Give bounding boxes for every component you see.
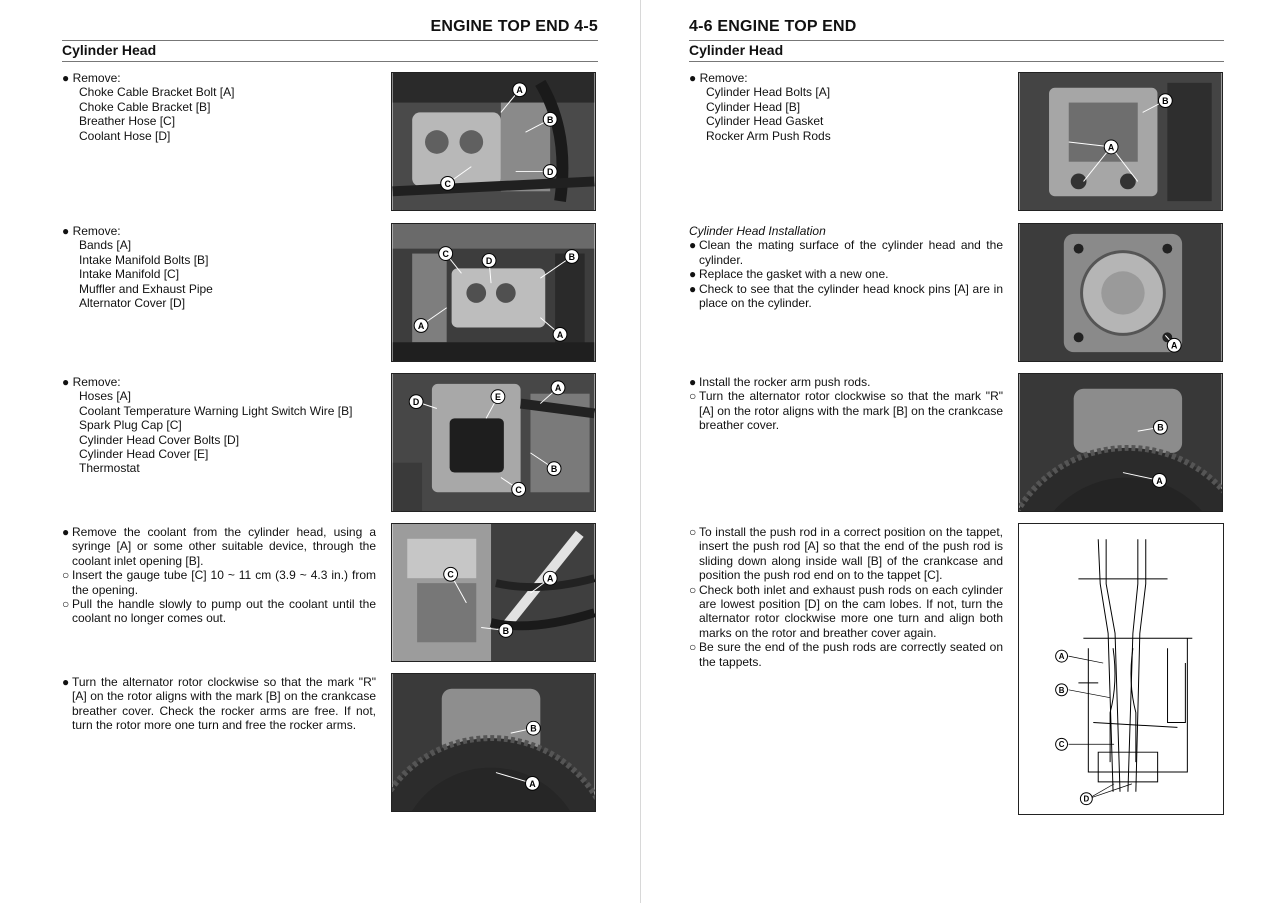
- list-item: Choke Cable Bracket [B]: [79, 99, 211, 114]
- svg-text:B: B: [502, 625, 510, 636]
- section-title: Cylinder Head: [689, 42, 784, 58]
- svg-text:B: B: [1162, 96, 1169, 107]
- svg-text:B: B: [568, 251, 576, 262]
- list-item: Intake Manifold Bolts [B]: [79, 252, 209, 267]
- list-item: Choke Cable Bracket Bolt [A]: [79, 85, 235, 100]
- list-item: Cylinder Head Bolts [A]: [706, 85, 831, 100]
- page-header: 4-6 ENGINE TOP END: [689, 18, 857, 35]
- subsection-title: Cylinder Head Installation: [689, 224, 826, 238]
- svg-text:B: B: [1058, 685, 1065, 695]
- instruction-paragraph: ○ Be sure the end of the push rods are correctly seated on the tappets.: [689, 640, 1003, 669]
- step-push-rod-position: [689, 525, 1003, 669]
- step-remove-intake-manifold: ● Remove: Bands [A] Intake Manifold Bolts [B] Intake Manifold [C] Muffler and Exhaust Pipe Alternator Cover [D]: [62, 224, 376, 310]
- step-head-installation: [689, 224, 1003, 310]
- list-item: Intake Manifold [C]: [79, 267, 180, 282]
- list-item: Cylinder Head Cover [E]: [79, 447, 209, 462]
- list-item: Coolant Temperature Warning Light Switch Wire [B]: [79, 403, 353, 418]
- list-item: Cylinder Head [B]: [706, 99, 801, 114]
- instruction-paragraph: ○ To install the push rod in a correct position on the tappet, insert the push rod [A] so that the end of the push rod is sliding down along inside wall [B] of the crankcase and position the push rod end on to the tappet [C].: [689, 525, 1003, 583]
- section-title: Cylinder Head: [62, 42, 157, 58]
- page-header: ENGINE TOP END 4-5: [430, 18, 598, 35]
- instruction-paragraph: ● Check to see that the cylinder head knock pins [A] are in place on the cylinder.: [689, 281, 1003, 311]
- step-remove-cylinder-head: ● Remove: Cylinder Head Bolts [A] Cylinder Head [B] Cylinder Head Gasket Rocker Arm Push Rods: [689, 71, 1003, 143]
- instruction-paragraph: ● Clean the mating surface of the cylinder head and the cylinder.: [689, 238, 1003, 267]
- svg-text:C: C: [447, 569, 454, 580]
- bullet-icon: ●: [62, 224, 73, 238]
- svg-text:B: B: [550, 464, 558, 475]
- list-item: Coolant Hose [D]: [79, 128, 171, 143]
- list-item: Spark Plug Cap [C]: [79, 418, 182, 433]
- right-page: [641, 0, 1280, 903]
- list-item: Breather Hose [C]: [79, 114, 176, 129]
- section-rule: [62, 61, 598, 62]
- svg-text:D: D: [1083, 794, 1090, 804]
- svg-text:A: A: [1058, 652, 1065, 662]
- list-item: Cylinder Head Cover Bolts [D]: [79, 432, 240, 447]
- list-item: Hoses [A]: [79, 389, 132, 404]
- svg-text:D: D: [412, 397, 420, 408]
- bullet-icon: ●: [62, 71, 73, 85]
- list-item: Cylinder Head Gasket: [706, 114, 824, 129]
- svg-text:C: C: [515, 484, 522, 495]
- svg-text:A: A: [1107, 142, 1115, 153]
- instruction-paragraph: ○ Turn the alternator rotor clockwise so that the mark "R" [A] on the rotor aligns with the mark [B] on the crankcase breather cover.: [689, 389, 1003, 433]
- svg-text:A: A: [529, 778, 536, 789]
- engine-photo-choke-bracket: [391, 72, 596, 211]
- svg-text:B: B: [530, 723, 537, 734]
- instruction-paragraph: ● Turn the alternator rotor clockwise so that the mark "R" [A] on the rotor aligns with the mark [B] on the crankcase breather cover. Check the rocker arms are free. If not, turn the rotor more one turn and free the rocker arms.: [62, 675, 376, 733]
- instruction-paragraph: ○ Check both inlet and exhaust push rods on each cylinder are lowest position [D] on the cam lobes. If not, turn the alternator rotor clockwise more one turn and align both marks on the rotor and breather cover again.: [689, 582, 1003, 640]
- instruction-paragraph: ● Install the rocker arm push rods.: [689, 375, 871, 389]
- engine-photo-rotor-mark: [391, 673, 596, 812]
- svg-text:A: A: [556, 329, 564, 340]
- bullet-icon: ●: [62, 375, 73, 389]
- header-rule: [689, 40, 1224, 41]
- step-align-rotor: [62, 675, 376, 733]
- push-rod-diagram: [1018, 523, 1224, 815]
- svg-text:C: C: [444, 178, 451, 189]
- svg-text:A: A: [417, 320, 425, 331]
- svg-text:A: A: [1156, 475, 1163, 486]
- engine-photo-head-bolts: [1018, 72, 1223, 211]
- engine-photo-head-cover: [391, 373, 596, 512]
- step-remove-head-cover: ● Remove: Hoses [A] Coolant Temperature Warning Light Switch Wire [B] Spark Plug Cap [C] Cylinder Head Cover Bolts [D] Cylinder Head Cover [E] Thermostat: [62, 375, 376, 476]
- list-item: Muffler and Exhaust Pipe: [79, 281, 213, 296]
- step-drain-coolant: [62, 525, 376, 626]
- list-item: Alternator Cover [D]: [79, 296, 186, 311]
- instruction-paragraph: ● Replace the gasket with a new one.: [689, 267, 889, 282]
- svg-text:A: A: [546, 573, 554, 584]
- engine-photo-syringe: [391, 523, 596, 662]
- instruction-paragraph: ○ Pull the handle slowly to pump out the coolant until the coolant no longer comes out.: [62, 597, 376, 626]
- svg-text:E: E: [494, 392, 501, 403]
- list-item: Rocker Arm Push Rods: [706, 128, 831, 143]
- list-item: Thermostat: [79, 461, 140, 476]
- engine-photo-gasket: [1018, 223, 1223, 362]
- step-remove-choke-cable: ● Remove: Choke Cable Bracket Bolt [A] Choke Cable Bracket [B] Breather Hose [C] Coolant Hose [D]: [62, 71, 376, 143]
- bullet-icon: ●: [689, 71, 700, 85]
- engine-photo-intake-manifold: [391, 223, 596, 362]
- step-install-push-rods: [689, 375, 1003, 433]
- svg-text:D: D: [485, 255, 493, 266]
- instruction-paragraph: ○ Insert the gauge tube [C] 10 ~ 11 cm (3.9 ~ 4.3 in.) from the opening.: [62, 568, 376, 597]
- callout-labels: [1056, 650, 1093, 804]
- svg-text:B: B: [1157, 422, 1164, 433]
- section-rule: [689, 61, 1224, 62]
- svg-text:C: C: [442, 249, 449, 260]
- instruction-paragraph: ● Remove the coolant from the cylinder head, using a syringe [A] or some other suitable device, through the coolant inlet opening [B].: [62, 525, 376, 568]
- svg-text:B: B: [546, 114, 554, 125]
- engine-photo-rotor-align: [1018, 373, 1223, 512]
- header-rule: [62, 40, 598, 41]
- list-item: Bands [A]: [79, 238, 132, 253]
- svg-text:D: D: [546, 167, 554, 178]
- svg-text:C: C: [1058, 740, 1065, 750]
- callout-labels: [1167, 338, 1181, 352]
- svg-text:A: A: [516, 85, 523, 96]
- svg-text:A: A: [1171, 340, 1178, 351]
- svg-text:A: A: [554, 383, 562, 394]
